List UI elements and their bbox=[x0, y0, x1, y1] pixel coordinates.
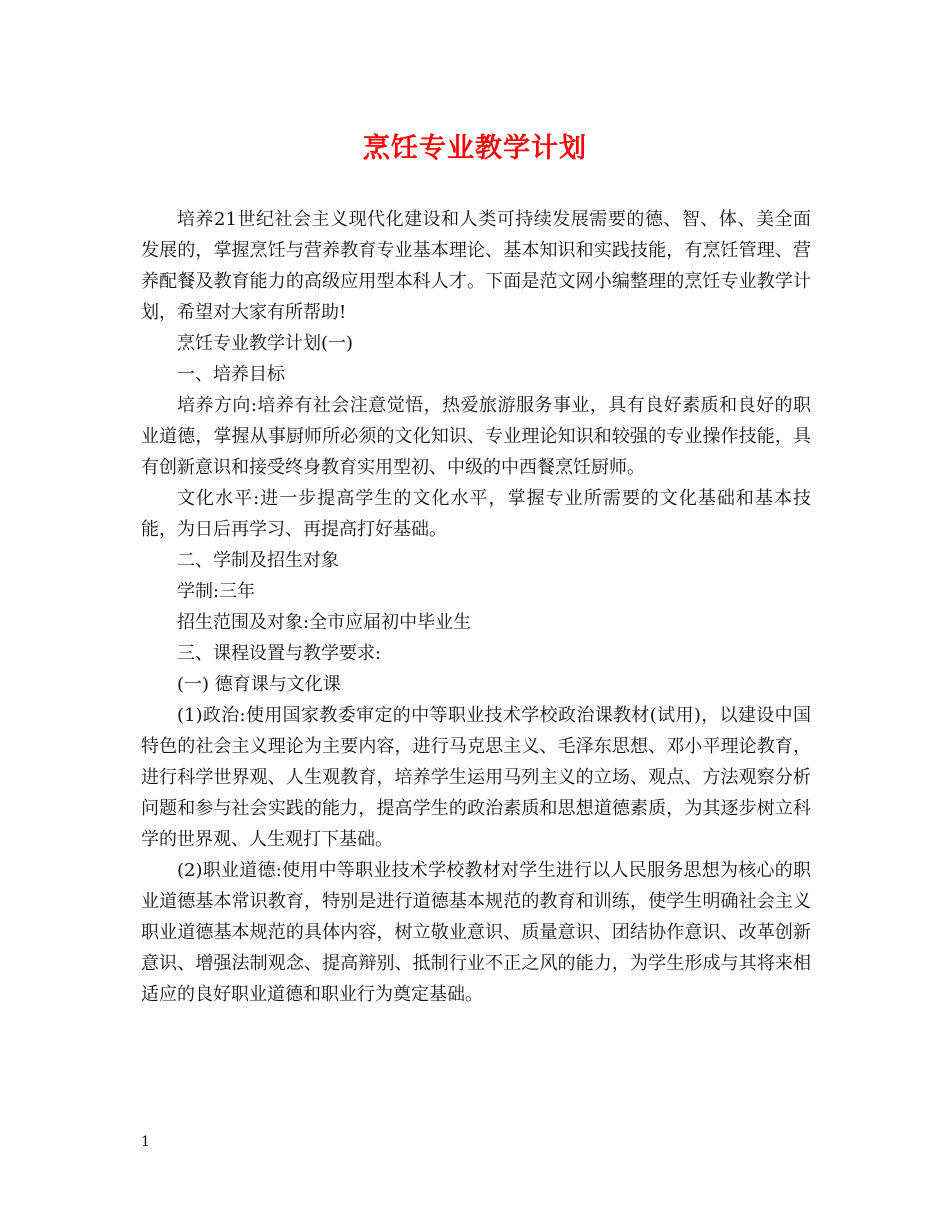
page-number: 1 bbox=[141, 1134, 150, 1150]
paragraph-politics: (1)政治:使用国家教委审定的中等职业技术学校政治课教材(试用)，以建设中国特色的社会主义理论为主要内容，进行马克思主义、毛泽东思想、邓小平理论教育，进行科学世界观、人生观教育，培养学生运用马列主义的立场、观点、方法观察分析问题和参与社会实践的能力，提高学生的政治素质和思想道德素质，为其逐步树立科学的世界观、人生观打下基础。 bbox=[141, 705, 811, 850]
document-body bbox=[141, 204, 811, 1010]
section-heading-2: 二、学制及招生对象 bbox=[177, 550, 339, 571]
document-title: 烹饪专业教学计划 bbox=[363, 133, 587, 164]
paragraph-duration: 学制:三年 bbox=[177, 581, 256, 602]
section-heading-1: 一、培养目标 bbox=[177, 364, 285, 385]
paragraph-direction: 培养方向:培养有社会注意觉悟，热爱旅游服务事业，具有良好素质和良好的职业道德，掌握从事厨师所必须的文化知识、专业理论知识和较强的专业操作技能，具有创新意识和接受终身教育实用型初、中级的中西餐烹饪厨师。 bbox=[141, 395, 811, 478]
paragraph-culture-level: 文化水平:进一步提高学生的文化水平，掌握专业所需要的文化基础和基本技能，为日后再学习、再提高打好基础。 bbox=[141, 488, 811, 540]
section-heading-3: 三、课程设置与教学要求: bbox=[177, 643, 382, 664]
paragraph-subtitle: 烹饪专业教学计划(一) bbox=[177, 333, 354, 354]
paragraph-ethics: (2)职业道德:使用中等职业技术学校教材对学生进行以人民服务思想为核心的职业道德基本常识教育，特别是进行道德基本规范的教育和训练，使学生明确社会主义职业道德基本规范的具体内容，树立敬业意识、质量意识、团结协作意识、改革创新意识、增强法制观念、提高辩别、抵制行业不正之风的能力，为学生形成与其将来相适应的良好职业道德和职业行为奠定基础。 bbox=[141, 860, 811, 1005]
subsection-heading-1: (一) 德育课与文化课 bbox=[177, 674, 341, 695]
paragraph-enrollment: 招生范围及对象:全市应届初中毕业生 bbox=[177, 612, 472, 633]
paragraph-intro: 培养21世纪社会主义现代化建设和人类可持续发展需要的德、智、体、美全面发展的，掌握烹饪与营养教育专业基本理论、基本知识和实践技能，有烹饪管理、营养配餐及教育能力的高级应用型本科人才。下面是范文网小编整理的烹饪专业教学计划，希望对大家有所帮助! bbox=[141, 209, 811, 323]
